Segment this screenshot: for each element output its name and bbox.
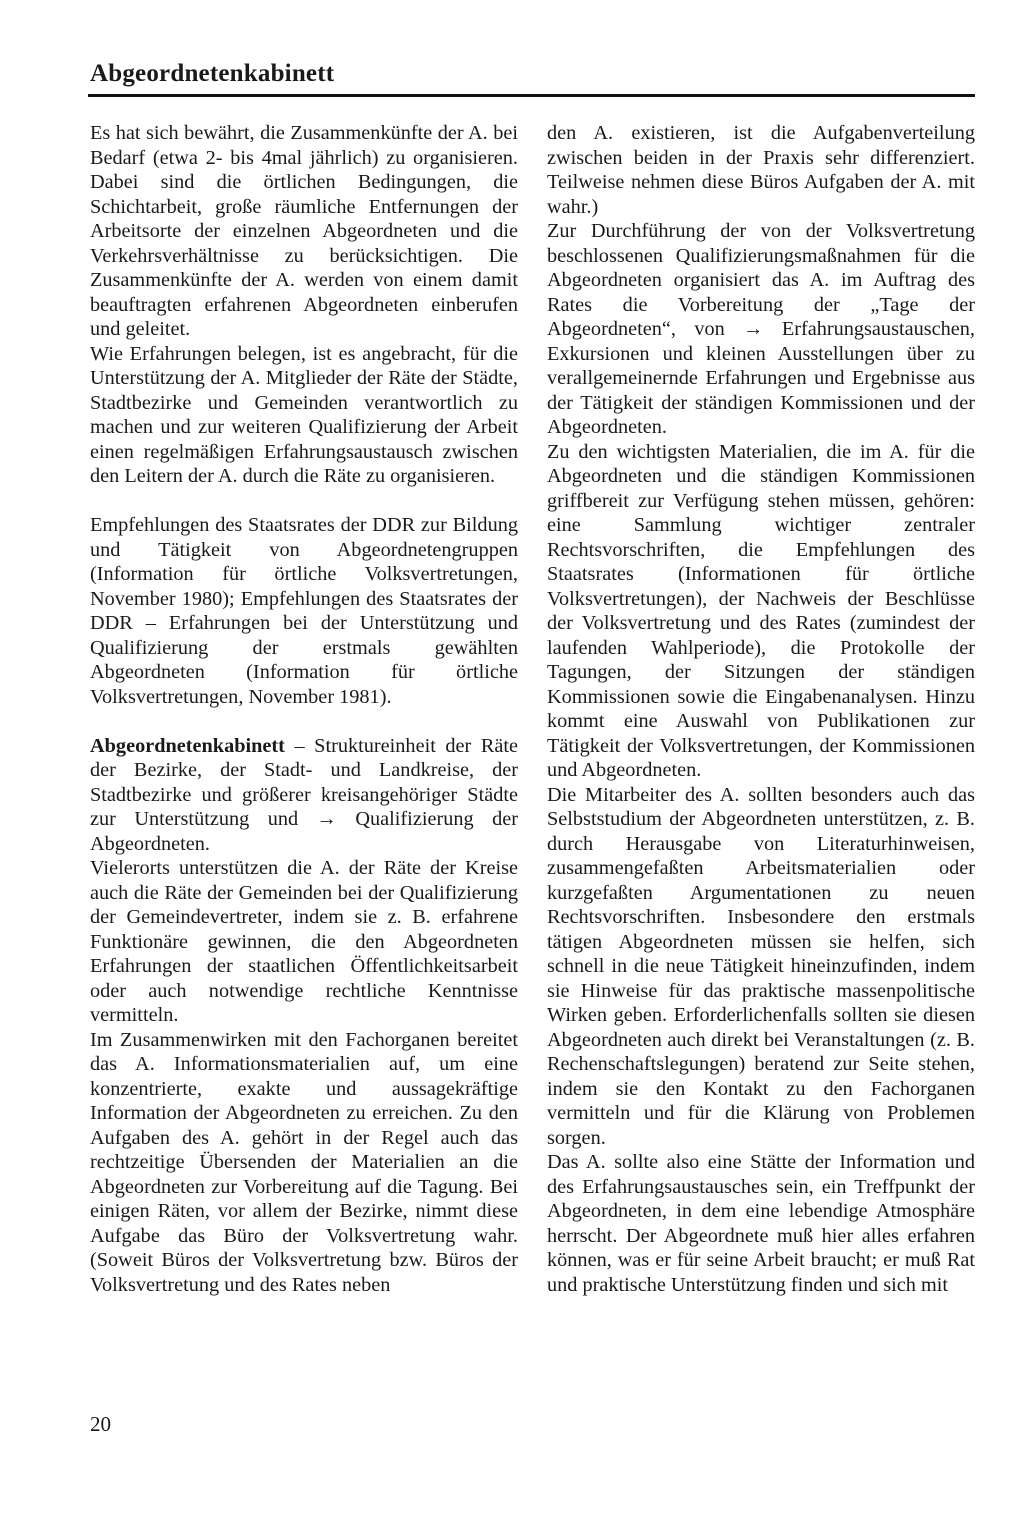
right-paragraph-2: Zur Durchführung der von der Volksvertretung beschlossenen Qualifizierungsmaßnahmen für die Abgeordneten organisiert das A. im Auftrag des Rates die Vorbereitung der „Tage der Abgeordneten“, von → Erfahrungsaustauschen, Exkursionen und kleinen Ausstellungen über zu verallgemeinernde Erfahrungen und Ergebnisse aus der Tätigkeit der ständigen Kommissionen und der Abgeordneten. xyxy=(547,220,975,438)
left-column xyxy=(90,121,518,1297)
header-rule xyxy=(88,94,975,97)
entry-term: Abgeordnetenkabinett xyxy=(90,734,285,757)
right-paragraph-4: Die Mitarbeiter des A. sollten besonders auch das Selbststudium der Abgeordneten unterstützen, z. B. durch Herausgabe von Literaturhinweisen, zusammengefaßten Arbeitsmaterialien oder kurzgefaßten Argumentationen zu neuen Rechtsvorschriften. Insbesondere den erstmals tätigen Abgeordneten müssen sie helfen, sich schnell in die neue Tätigkeit hineinzufinden, indem sie Hinweise für das praktische massenpolitische Wirken geben. Erforderlichenfalls sollten sie diesen Abgeordneten auch direkt bei Veranstaltungen (z. B. Rechenschaftslegungen) beratend zur Seite stehen, indem sie den Kontakt zu den Fachorganen vermitteln und für die Klärung von Problemen sorgen. xyxy=(547,783,975,1149)
left-paragraph-6: Im Zusammenwirken mit den Fachorganen bereitet das A. Informationsmaterialien auf, um eine konzentrierte, exakte und aussagekräftige Information der Abgeordneten zu erreichen. Zu den Aufgaben des A. gehört in der Regel auch das rechtzeitige Übersenden der Materialien an die Abgeordneten zur Vorbereitung auf die Tagung. Bei einigen Räten, vor allem der Bezirke, nimmt diese Aufgabe das Büro der Volksvertretung wahr. (Soweit Büros der Volksvertretung bzw. Büros der Volksvertretung und des Rates neben xyxy=(90,1028,518,1296)
right-column xyxy=(547,121,975,1297)
page-number: 20 xyxy=(90,1412,111,1436)
left-paragraph-entry xyxy=(90,734,518,857)
paragraph-gap xyxy=(90,709,518,734)
left-paragraph-2: Wie Erfahrungen belegen, ist es angebracht, für die Unterstützung der A. Mitglieder der Räte der Städte, Stadtbezirke und Gemeinden verantwortlich zu machen und zur weiteren Qualifizierung der Arbeit einen regelmäßigen Erfahrungsaustausch zwischen den Leitern der A. durch die Räte zu organisieren. xyxy=(90,342,518,487)
entry-definition: – Struktureinheit der Räte der Bezirke, der Stadt- und Landkreise, der Stadtbezirke und größerer kreisangehöriger Städte zur Unterstützung und → Qualifizierung der Abgeordneten. xyxy=(90,734,518,855)
right-paragraph-3: Zu den wichtigsten Materialien, die im A. für die Abgeordneten und die ständigen Kommissionen griffbereit zur Verfügung stehen müssen, gehören: eine Sammlung wichtiger zentraler Rechtsvorschriften, die Empfehlungen des Staatsrates (Informationen für örtliche Volksvertretungen), der Nachweis der Beschlüsse der Volksvertretung und des Rates (zumindest der laufenden Wahlperiode), die Protokolle der Tagungen, der Sitzungen der ständigen Kommissionen sowie die Eingabenanalysen. Hinzu kommt eine Auswahl von Publikationen zur Tätigkeit der Volksvertretungen, der Kommissionen und Abgeordneten. xyxy=(547,440,975,781)
left-paragraph-5: Vielerorts unterstützen die A. der Räte der Kreise auch die Räte der Gemeinden bei der Qualifizierung der Gemeindevertreter, indem sie z. B. erfahrene Funktionäre gewinnen, die den Abgeordneten Erfahrungen der staatlichen Öffentlichkeitsarbeit oder auch notwendige rechtliche Kenntnisse vermitteln. xyxy=(90,857,518,1026)
right-paragraph-1: den A. existieren, ist die Aufgabenverteilung zwischen beiden in der Praxis sehr differenziert. Teilweise nehmen diese Büros Aufgaben der A. mit wahr.) xyxy=(547,122,975,218)
left-paragraph-1: Es hat sich bewährt, die Zusammenkünfte der A. bei Bedarf (etwa 2- bis 4mal jährlich) zu organisieren. Dabei sind die örtlichen Bedingungen, die Schichtarbeit, große räumliche Entfernungen der Arbeitsorte der einzelnen Abgeordneten und die Verkehrsverhältnisse zu berücksichtigen. Die Zusammenkünfte der A. werden von einem damit beauftragten erfahrenen Abgeordneten einberufen und geleitet. xyxy=(90,122,518,340)
page-header-title: Abgeordnetenkabinett xyxy=(90,60,335,87)
paragraph-gap xyxy=(90,489,518,514)
left-paragraph-references: Empfehlungen des Staatsrates der DDR zur Bildung und Tätigkeit von Abgeordnetengruppen (Information für örtliche Volksvertretungen, November 1980); Empfehlungen des Staatsrates der DDR – Erfahrungen bei der Unterstützung und Qualifizierung der erstmals gewählten Abgeordneten (Information für örtliche Volksvertretungen, November 1981). xyxy=(90,514,518,708)
right-paragraph-5: Das A. sollte also eine Stätte der Information und des Erfahrungsaustausches sein, ein Treffpunkt der Abgeordneten, in dem eine lebendige Atmosphäre herrscht. Der Abgeordnete muß hier alles erfahren können, was er für seine Arbeit braucht; er muß Rat und praktische Unterstützung finden und sich mit xyxy=(547,1151,975,1296)
